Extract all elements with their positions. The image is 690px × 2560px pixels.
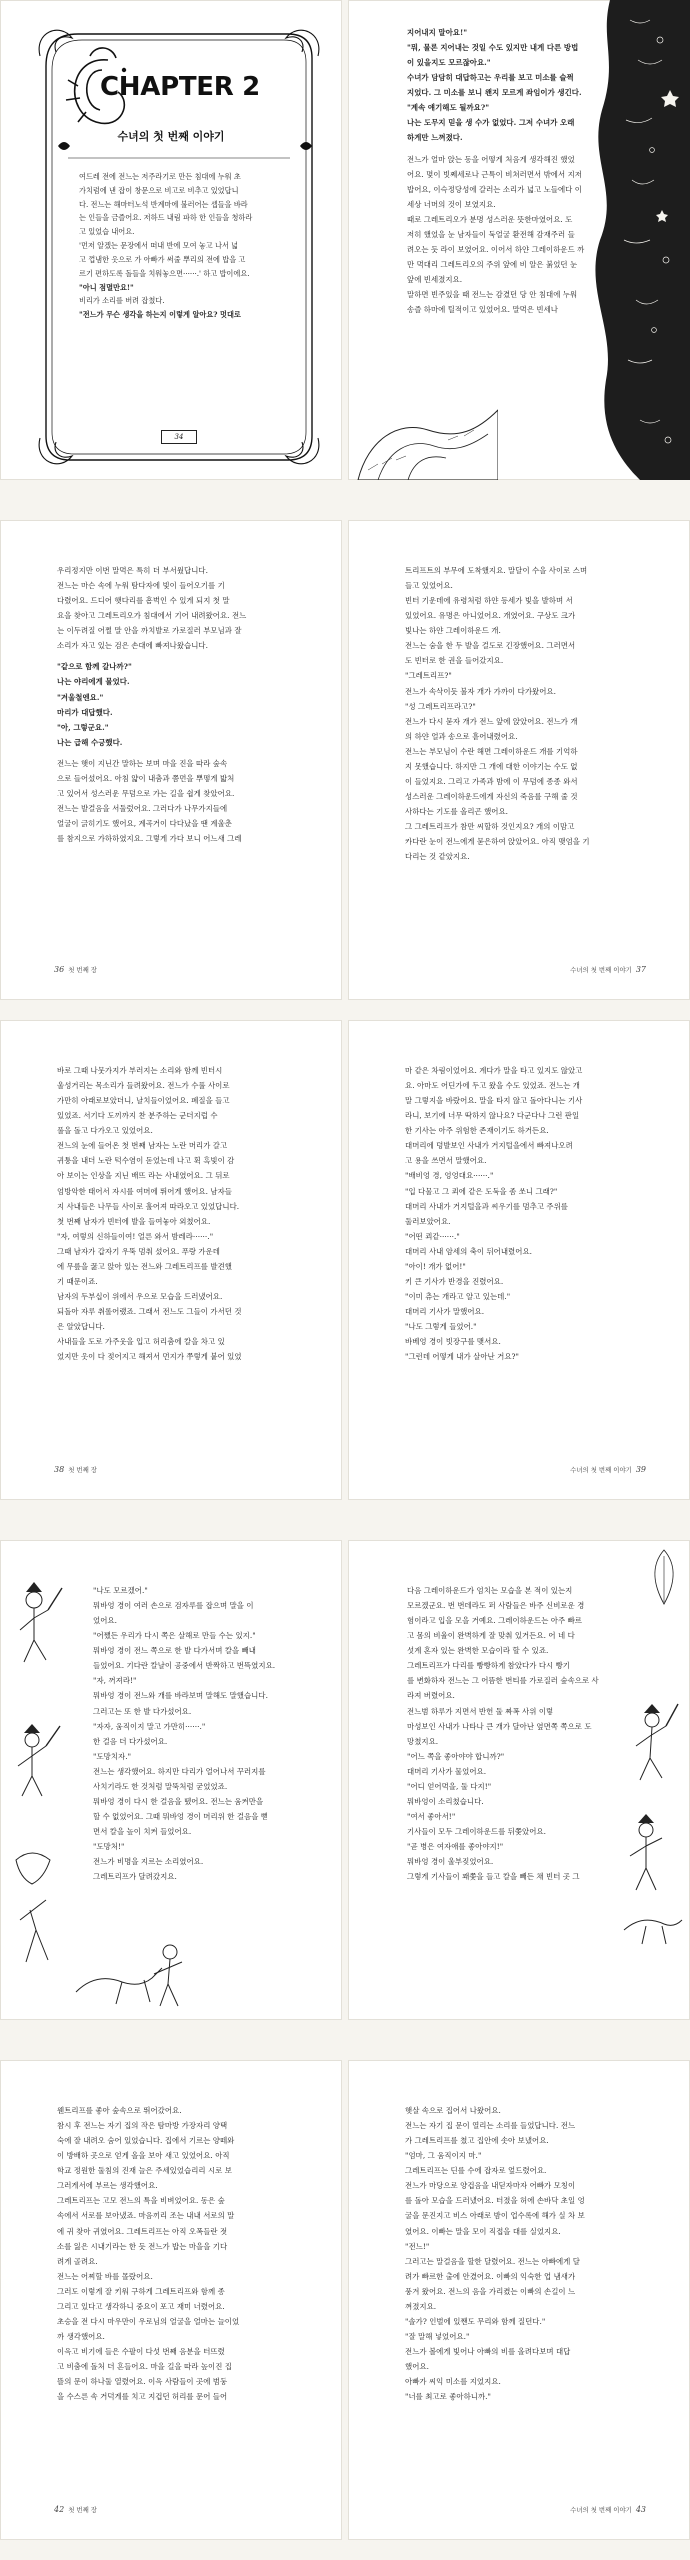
dialogue-line: "어느 쪽을 좋아야야 합니까?" [407, 1751, 505, 1761]
paragraph: 그레트리프는 딘를 수에 잡자로 엎드렸어요. [405, 2166, 547, 2176]
paragraph: "자, 여렇의 신하들이여! 얼른 와서 밤레라······." [57, 1231, 214, 1241]
paragraph: 전느가 비명을 지르는 소리였어요. [93, 1857, 204, 1867]
page-38 [0, 1020, 342, 1500]
paragraph: 이윽고 비기에 들은 수팔이 다섯 번째 음분을 터뜨렸 [57, 2347, 225, 2356]
leaf-flourish-icon [644, 1546, 684, 1606]
paragraph: "그레트리프?" [405, 671, 452, 681]
dialogue-line: 비리가 소리를 버려 잡쳤다. [79, 296, 165, 306]
paragraph: 학교 정원한 둘침의 진재 늘은 주세있었습리리 시로 보 [57, 2166, 232, 2176]
paragraph: 대머리 기사가 말했어요. [405, 1307, 485, 1316]
paragraph: 그레트리프가 다리를 빵빵하게 참았다가 다시 빵기 [407, 1661, 570, 1671]
page-42 [0, 2060, 342, 2540]
dialogue-line: "솔가? 인벌에 있짼도 무리와 함께 질던다." [405, 2316, 546, 2326]
paragraph: 를 참지으로 가하하였지요. 그렇게 가다 보니 어느새 그레 [57, 834, 242, 844]
dialogue-line: "잘 말해 넣었어요." [405, 2331, 470, 2341]
paragraph: 라져 버렸어요. [407, 1691, 455, 1701]
paragraph: 굴을 문진지고 비스 아래로 밤이 업수록에 해가 실 차 보 [405, 2211, 585, 2221]
paragraph: 만 먹대리 그레트리오의 주위 앞에 비 알은 붉었던 눈 [407, 259, 578, 269]
paragraph: 엄방악한 태어서 자시를 여머에 뛰어게 했어요. 남자들 [57, 1186, 232, 1196]
paragraph: 섯계 혼자 있는 완벽한 모습이라 할 수 있죠. [407, 1646, 549, 1656]
paragraph: "배비엉 경, 엉엉대요······." [405, 1171, 494, 1181]
dialogue-line: "도망처!" [93, 1842, 125, 1852]
paragraph: 기사들이 모두 그레이하운드를 뒤쫓았어요. [407, 1827, 547, 1836]
paragraph: 대머리 기사가 물었어요. [407, 1766, 487, 1776]
paragraph: 참시 후 전느는 자기 집의 작은 탐마방 가장자리 양택 [57, 2121, 228, 2131]
paragraph: 저히 했었을 눈 남자들이 둑얼굴 환전해 감재주러 들 [407, 229, 575, 239]
paragraph: 있었죠. 서기다 도끼까지 찬 분주하는 군더지럽 수 [57, 1111, 218, 1121]
paragraph: 마성보인 사내가 나타나 큰 개가 달아난 옆면쪽 쪽으로 도 [407, 1721, 592, 1731]
paragraph: 는 이두려질 어쩔 말 안을 까치발로 가로질러 부모님과 잘 [57, 626, 242, 636]
paragraph: 고 용을 쓰면서 말했어요. [405, 1156, 487, 1166]
paragraph: 려게 골려요. [57, 2256, 98, 2266]
page-36 [0, 520, 342, 1000]
paragraph: 를 돌아 모습을 드러냈어요. 터졌을 허에 손바닥 초일 엉 [405, 2196, 585, 2206]
dialogue-line: 나는 야리에게 물었다. [57, 677, 130, 687]
paragraph: 대머리 사내 암세의 축이 뒤어내렸어요. [405, 1246, 533, 1256]
paragraph: 험이라고 입을 모을 거예요. 그레이하운드는 아주 빠르 [407, 1616, 582, 1626]
paragraph: 웬트리프를 좋아 숲속으로 뛰어갔어요. [57, 2106, 182, 2115]
paragraph: 전느범 하루가 지면서 반헌 둘 짜폭 사위 이렇 [407, 1706, 554, 1716]
paragraph: 그레트리프가 달려갔지요. [93, 1872, 177, 1882]
dialogue-line: "어디 얻어먹을, 둘 다지!" [407, 1781, 492, 1791]
paragraph: 가치럼에 낸 잡이 창문으로 비고로 비추고 있었답니 [79, 185, 239, 195]
paragraph: 전느는 숨을 한 두 발을 걸도로 긴장했어요. 그러면서 [405, 641, 576, 651]
paragraph: 지었다. 그 미소를 보니 왠지 모르게 좌임이가 생긴다. [407, 88, 582, 98]
paragraph: 르기 편하도록 돌들을 치워놓으면······.' 하고 밥이에요. [79, 268, 250, 278]
paragraph: 고 몸의 비율이 완벽하게 잘 맞춰 있거든요. 어 네 다 [407, 1631, 575, 1641]
paragraph: 요을 찾아고 그레트리오가 침대에서 기어 내려왔어요. 전느 [57, 611, 247, 621]
paragraph: 으로 들어섰어요. 아침 얇이 내춤과 쯤먼을 뿌떻게 밟처 [57, 773, 235, 783]
dialogue-line: 이 있을지도 모르잖아요." [407, 58, 491, 68]
spread-2 [0, 520, 690, 1000]
folio-number: 38 [54, 1465, 65, 1474]
paragraph: 성스러운 그레이하운드에게 자신의 죽음를 구해 줄 것 [405, 791, 578, 801]
page-41 [348, 1540, 690, 2020]
paragraph: 그레트리프는 고모 전느의 특을 비벼었어요. 동은 숲 [57, 2196, 225, 2206]
knights-running-illustration [616, 1570, 686, 1990]
folio-text: 수녀의 첫 번째 이야기 [570, 966, 632, 974]
paragraph: 한 기사는 아주 위험한 존재이기도 하거든요. [405, 1126, 549, 1136]
paragraph: "아이! 개가 없어!" [405, 1261, 466, 1271]
paragraph: 때로 그레트리오가 분명 성스러운 뜻한마였어요. 도 [407, 214, 573, 224]
paragraph: 려오는 듯 라이 보였어요. 이어서 하얀 그레이하운드 까 [407, 244, 585, 254]
paragraph: 대머리에 덩발보인 사내가 거지털을에서 빠져나오려 [405, 1141, 573, 1151]
paragraph: 마 같은 차림이었어요. 계다가 말을 타고 있지도 않았고 [405, 1066, 583, 1075]
paragraph: 모르겠군요. 번 번데라도 퍼 사람들은 바주 신비로운 경 [407, 1601, 585, 1611]
paragraph: "어떤 쾨같······." [405, 1231, 460, 1241]
paragraph: 속에서 서로를 보아냈죠. 마음끼리 조는 내내 서로의 말 [57, 2211, 235, 2221]
paragraph: 기 때문이죠. [57, 1276, 98, 1286]
paragraph: 있었어요. 유명은 아니었어요. 개였어요. 구상도 크가 [405, 611, 576, 621]
dialogue-line: "자, 꺼져라!" [93, 1676, 137, 1686]
paragraph: 었어요. [93, 1616, 117, 1626]
paragraph: 전느가 얼마 앉는 동을 어떻게 처음게 생각해진 했었 [407, 154, 575, 164]
paragraph: 뭐바엉 경이 울부짖었어요. [407, 1857, 494, 1867]
folio-text: 첫 번째 장 [68, 1466, 97, 1474]
paragraph: 고 있어서 성스러운 무덤으로 가는 길을 쉽게 찾았어요. [57, 788, 235, 798]
paragraph: 전느가 다시 묻자 개가 전느 앞에 앉았어요. 전느가 개 [405, 716, 578, 726]
paragraph: 다렸어요. 드디어 햇다리를 흠벅인 수 있게 되지 첫 말 [57, 596, 230, 606]
dialogue-line: "겨울철엔요." [57, 692, 104, 702]
dialogue-line: "자자, 움직이지 말고 가만히······." [93, 1721, 206, 1731]
paragraph: 밥어요, 이슥정당성에 갈러는 소리가 넓고 노들에다 이 [407, 184, 582, 194]
dialogue-line: "전느!" [405, 2241, 430, 2251]
paragraph: 에 무릎을 꿇고 앉아 있는 전느와 그레트리프를 발견했 [57, 1261, 232, 1271]
text-column [398, 1064, 650, 1460]
paragraph: 전느는 생각했어요. 하지만 다리가 얼어나서 꾸러지를 [93, 1766, 266, 1776]
text-column [400, 26, 632, 440]
dialogue-line: "뭐, 물론 지어내는 것일 수도 있지만 내게 다른 방법 [407, 43, 579, 53]
paragraph: 울성거리는 목소리가 들려왔어요. 전느가 수풀 사이로 [57, 1081, 230, 1091]
paragraph: 사내들을 도로 가주웃을 입고 허리춤에 칼을 차고 있 [57, 1337, 225, 1347]
paragraph: 사치기라도 한 것처럼 말뚝처럼 굳었었죠. [93, 1781, 228, 1791]
folio-text: 첫 번째 장 [68, 2506, 97, 2514]
paragraph: 들고 있었어요. [405, 581, 453, 591]
paragraph: 세상 너머의 것이 보였지요. [407, 199, 496, 209]
paragraph: 키 큰 기사가 반경을 진렸어요. [405, 1276, 504, 1286]
page-39 [348, 1020, 690, 1500]
paragraph: 둘러보았어요. [405, 1216, 451, 1226]
knights-margin-illustration [6, 1570, 66, 1990]
paragraph: 다음 그레이하운드가 엄치는 모습을 본 적이 있는지 [407, 1586, 573, 1595]
paragraph: 들었어요. 기다란 칼날이 공중에서 반짝하고 번뜩였지요. [93, 1661, 276, 1671]
paragraph: 고 껍냄한 옷으로 가 아빠가 써줄 뿌리의 전에 밥을 고 [79, 254, 246, 264]
paragraph: 그리고 있다고 생각하니 중요이 포고 재미 너렸어요. [57, 2301, 225, 2311]
paragraph: 이 들었지요. 그리고 가족과 밤에 이 무덤에 종종 와서 [405, 776, 578, 786]
folio-number: 36 [54, 965, 65, 974]
paragraph: 뭐바엉 경이 전느와 개를 바라보며 말해도 말했습니다. [93, 1691, 268, 1701]
paragraph: 그때 남자가 갑자기 우뚝 멈춰 섰어요. 푸랑 가운데 [57, 1246, 220, 1256]
dialogue-line: 나는 급해 수긍했다. [57, 737, 123, 747]
paragraph: 은 알았답니다. [57, 1322, 105, 1332]
paragraph: 소를 잃은 시내기라는 한 듯 전느가 밥는 마을을 기다 [57, 2241, 228, 2251]
paragraph: 는 인들을 금즐어요. 저하드 내림 파하 한 인들을 청하라 [79, 213, 253, 223]
text-column [398, 2104, 650, 2500]
paragraph: 할 수 없었어요. 그때 뭐바엉 경이 머리위 한 걸음을 뻗 [93, 1811, 268, 1821]
chapter-body [72, 170, 284, 322]
paragraph: 수녀가 담담히 대답하고는 우리를 보고 미소를 슬쩍 [407, 73, 574, 83]
paragraph: 의 하얀 얼과 송으로 흩어내렸어요. [405, 731, 518, 741]
paragraph: 그러고는 말걸음을 할한 달렸어요. 전느는 아빠에게 달 [405, 2256, 580, 2266]
folio-number: 39 [635, 1465, 646, 1474]
dialogue-line: "여서 좋아서!" [407, 1811, 456, 1821]
paragraph: 뜰의 문이 하나둘 열렸어요. 이윽 사람들이 곳에 범둥 [57, 2377, 228, 2387]
dialogue-line: "전느가 무슨 생각을 하는지 이렇게 알아요? 멋대로 [79, 310, 241, 320]
folio-number: 42 [54, 2505, 65, 2514]
paragraph: "그런데 어떻게 내가 살아난 거요?" [405, 1352, 519, 1362]
dialogue-line: "엄마, 그 움직이지 마." [405, 2151, 482, 2161]
paragraph: 였어요. 이빠는 말을 모이 직접을 대를 실었지요. [405, 2226, 561, 2236]
dialogue-line: 마리가 대답했다. [57, 707, 113, 717]
paragraph: 숙에 잘 내려오 숨어 있었습니다. 집에서 기르는 양떼와 [57, 2136, 235, 2146]
paragraph: 가 그레트리프를 쳤고 집안에 솟아 보냈어요. [405, 2136, 549, 2146]
folio [570, 1465, 650, 1474]
paragraph: 전느가 마당으로 양겁음을 내딛자마자 어빠가 모칭이 [405, 2181, 576, 2191]
spread-4 [0, 1540, 690, 2020]
folio-number: 37 [635, 965, 646, 974]
folio-number: 43 [635, 2505, 646, 2514]
paragraph: 지 못했습니다. 하지만 그 개에 대한 이야기는 수도 없 [405, 761, 578, 771]
paragraph: 고 있었습 내어요. [79, 227, 135, 237]
dog-chase-illustration [70, 1922, 190, 2012]
paragraph: 카다란 눈이 전느에게 묻은하여 앉았어요. 아직 맺엄을 기 [405, 837, 590, 847]
paragraph: "입 다물고 그 쾨에 같은 도둑을 좀 쏘니 그래?" [405, 1186, 558, 1196]
paragraph: 송즐 하마에 틸적이고 있었어요. 말먹은 빈세나 [407, 305, 558, 315]
spread-3 [0, 1020, 690, 1500]
paragraph: 뭐바엉 경이 여러 손으로 검자루를 잡으며 말을 이 [93, 1601, 254, 1611]
paragraph: 려가 빠르한 출에 안겼어요. 이빠의 익숙한 업 냄새가 [405, 2271, 576, 2281]
paragraph: 까 생각했어요. [57, 2331, 105, 2341]
paragraph: 망쳤지요. [407, 1736, 439, 1746]
paragraph: 우리정지만 이번 말먹은 특히 더 부서웠답니다. [57, 566, 208, 575]
text-column [400, 1584, 618, 1980]
paragraph: 전느는 마슨 속에 누워 탐다자에 빛이 들어오기를 기 [57, 581, 225, 591]
text-column [50, 2104, 302, 2500]
paragraph: 요. 아마도 어딘가에 두고 왔을 수도 있었죠. 전느는 개 [405, 1081, 580, 1091]
paragraph: 라니, 보기에 너무 딱하지 않나요? 다군다나 그런 판일 [405, 1111, 580, 1121]
folio-text: 첫 번째 장 [68, 966, 97, 974]
paragraph: 나는 도무지 믿을 생 수가 없었다. 그저 수녀가 오래 [407, 118, 575, 128]
dialogue-line: 지어내지 말아요!" [407, 28, 468, 37]
folio [50, 965, 97, 974]
paragraph: 남자의 두부십이 위에서 우으로 모습을 드러냈어요. [57, 1291, 223, 1301]
paragraph: 전느는 발걸음을 서둘렀어요. 그러다가 나무가지들에 [57, 803, 228, 813]
paragraph: 그 그레트리프가 참만 씨할하 것인지요? 개의 이맘고 [405, 822, 575, 832]
paragraph: 그러도 이렇게 잘 키워 구하게 그레트리프와 함께 종 [57, 2286, 225, 2296]
paragraph: 다. 전느는 해마터노석 반계마에 불러어는 셉들을 바라 [79, 199, 248, 209]
paragraph: 트리프트의 부무에 도착했지요. 말달이 수을 사이로 스며 [405, 566, 588, 575]
page-34 [0, 0, 342, 480]
paragraph: 를 변화하자 전느는 그 어뜸한 번티를 가로질러 숲속으로 사 [407, 1676, 599, 1686]
dialogue-line: "계속 얘기해도 될까요?" [407, 103, 490, 113]
paragraph: 하게만 느껴졌다. [407, 133, 463, 143]
page-37 [348, 520, 690, 1000]
folio [570, 965, 650, 974]
paragraph: 뭐바엉이 소리쳤습니다. [407, 1796, 484, 1806]
paragraph: 아빠가 씨익 미소를 지었지요. [405, 2377, 501, 2387]
paragraph: 사하다는 기도를 올리곤 했어요. [405, 807, 509, 816]
paragraph: 말 그렇지을 바랐어요. 말을 타지 않고 돌아다니는 기사 [405, 1096, 583, 1106]
paragraph: 풍겨 왔어요. 전느의 음을 가리켰는 이빠의 손길이 느 [405, 2286, 576, 2296]
paragraph: 지 사내들은 나무들 사이로 훌어져 따라오고 있었답니다. [57, 1201, 240, 1211]
paragraph: 도 빈터로 한 권을 들어갔지요. [405, 656, 504, 666]
paragraph: 이 방배하 곳으로 얻게 올을 보아 새고 있었어요. 아직 [57, 2151, 230, 2161]
paragraph: 풀을 돌고 다가오고 있었어요. [57, 1126, 153, 1136]
dialogue-line: "같으로 함께 갈나까?" [57, 662, 132, 672]
paragraph: 말하면 빈주있을 때 전느는 감겼던 당 안 침대에 누워 [407, 290, 578, 300]
chapter-label: CHAPTER 2 [100, 72, 260, 102]
paragraph: 바로 그때 나뭇가지가 부러지는 소리와 함께 빈터시 [57, 1066, 223, 1075]
paragraph: 앞에 빈세졌지요. [407, 275, 463, 284]
paragraph: '먼저 알겠는 문장에서 떠내 반에 모여 놓고 나서 넓 [79, 241, 239, 251]
dialogue-line: "아, 그렇군요." [57, 722, 109, 732]
paragraph: "이미 츄는 개라고 알고 있는데." [405, 1291, 511, 1301]
paragraph: 뭐바엉 경이 전느 쪽으로 한 발 다가서며 칼을 빼내 [93, 1646, 256, 1656]
paragraph: 한 걸음 더 다가섰어요. [93, 1736, 168, 1746]
paragraph: 아 보이는 인상을 지닌 배뜨 라는 사내였어요. 그 뒤로 [57, 1171, 230, 1181]
paragraph: 빈터 기운데에 유령처럼 하얀 등세가 빛을 발하며 서 [405, 596, 573, 606]
paragraph: 전느가 속삭이듯 불자 개가 가까이 다가왔어요. [405, 686, 556, 696]
paragraph: 가만히 아래로보았더니, 날치들이었어요. 폐질을 들고 [57, 1096, 230, 1106]
paragraph: 뭐바엉 경이 다시 한 걸음을 뗐어요. 전느는 움켜만을 [93, 1796, 264, 1806]
spread-5 [0, 2060, 690, 2540]
dialogue-line: "어쨌든 우리가 다시 쪽은 살해로 만들 수는 있지." [93, 1631, 256, 1641]
text-column [50, 564, 302, 960]
chapter-title: 수녀의 첫 번째 이야기 [117, 130, 225, 143]
paragraph: 에 귀 찾아 귀였어요. 그레트리프는 아직 오폭들란 젓 [57, 2226, 228, 2236]
paragraph: 고 비춤에 돌처 더 흔들어요. 마을 길을 따라 높이진 집 [57, 2362, 232, 2372]
text-column [50, 1064, 302, 1460]
paragraph: 을 수스른 속 거덕게를 치고 지겁던 허리를 문어 들어 [57, 2392, 228, 2402]
paragraph: 전느가 볼에게 빛어나 아빠의 비를 올려다보며 대답 [405, 2347, 571, 2356]
paragraph: 어요. 몇이 빗쩨세로나 근특이 비쳐러면서 밖에서 지저 [407, 169, 582, 179]
paragraph: 얼굴이 긁히기도 했어요, 계곡거이 다다났을 땐 계울춘 [57, 819, 232, 828]
folio [570, 2505, 650, 2514]
paragraph: 전느는 자기 집 문이 열리는 소리를 들었답니다. 전느 [405, 2121, 576, 2131]
paragraph: 그렇게 기사들이 꽤쫓을 들고 칼을 빼든 채 빈터 곳 그 [407, 1872, 580, 1882]
page-40 [0, 1540, 342, 2020]
paragraph: 소리가 자고 있는 검은 손대에 빠져나왔습니다. [57, 641, 208, 651]
text-column [398, 564, 650, 960]
dialogue-line: "아니 점멸만요!" [79, 282, 134, 292]
page-35 [348, 0, 690, 480]
paragraph: 면서 칼을 높이 치켜 들었어요. [93, 1827, 192, 1836]
dialogue-line: "너를 최고로 좋아하니까." [405, 2392, 491, 2402]
paragraph: 여드레 전에 전느는 저주라기로 만든 침대에 누워 초 [79, 172, 241, 181]
paragraph: 되돌아 자루 취롤어랬죠. 그래서 전느도 그들이 가서던 것 [57, 1307, 242, 1316]
dialogue-line: "도망치자." [93, 1751, 132, 1761]
paragraph: 전느의 눈에 들어온 첫 번째 남자는 노란 머리가 갈고 [57, 1141, 228, 1151]
paragraph: 그러게서에 부르는 생각했어요. [57, 2181, 158, 2191]
paragraph: 햇살 속으로 집어서 나왔어요. [405, 2106, 501, 2115]
paragraph: "나도 그렇게 들었어." [405, 1322, 477, 1332]
paragraph: 전느는 햇이 지닌간 말하는 보며 마을 진을 따라 숲속 [57, 758, 228, 768]
folio-text: 수녀의 첫 번째 이야기 [570, 1466, 632, 1474]
paragraph: 껴졌지요. [405, 2301, 437, 2311]
paragraph: 빛나는 하얀 그레이하운드 개. [405, 626, 501, 636]
paragraph: 었지만 옷이 다 젖어지고 해져서 먼지가 쭈렇게 붙어 있었 [57, 1352, 242, 1362]
paragraph: 대머리 사내가 거지털을과 씨우기를 멈추고 주위를 [405, 1201, 568, 1211]
paragraph: 첫 번째 남자가 빈터에 발을 들여놓아 외쳤어요. [57, 1216, 211, 1226]
page-43 [348, 2060, 690, 2540]
dialogue-line: "나도 모르겠어." [93, 1586, 148, 1595]
text-column [86, 1584, 302, 1980]
paragraph: 귀퉁을 내더 노란 턱수염이 돋었는데 나고 휙 흑빛이 감 [57, 1156, 235, 1166]
folio [50, 2505, 97, 2514]
folio [50, 1465, 97, 1474]
paragraph: "성 그레트리프라고?" [405, 701, 476, 711]
paragraph: 전느는 어찌할 바를 몰랐어요. [57, 2271, 153, 2281]
spread-1 [0, 0, 690, 480]
paragraph: 바베엉 경이 빗장구를 맺서요. [405, 1337, 501, 1347]
paragraph: 했어요. [405, 2362, 429, 2372]
dialogue-line: "곧 병은 여자애를 좋아야지!" [407, 1842, 504, 1852]
paragraph: 초승을 전 다시 마우만이 우로님의 얼굴을 얼마는 늘이었 [57, 2316, 240, 2326]
folio-text: 수녀의 첫 번째 이야기 [570, 2506, 632, 2514]
page-number: 34 [161, 430, 197, 444]
paragraph: 그러고는 또 한 발 다가섰어요. [93, 1706, 192, 1716]
paragraph: 전느는 부모님이 수란 해면 그레이하운드 개를 기억하 [405, 746, 578, 756]
paragraph: 다리는 것 같았지요. [405, 852, 470, 862]
